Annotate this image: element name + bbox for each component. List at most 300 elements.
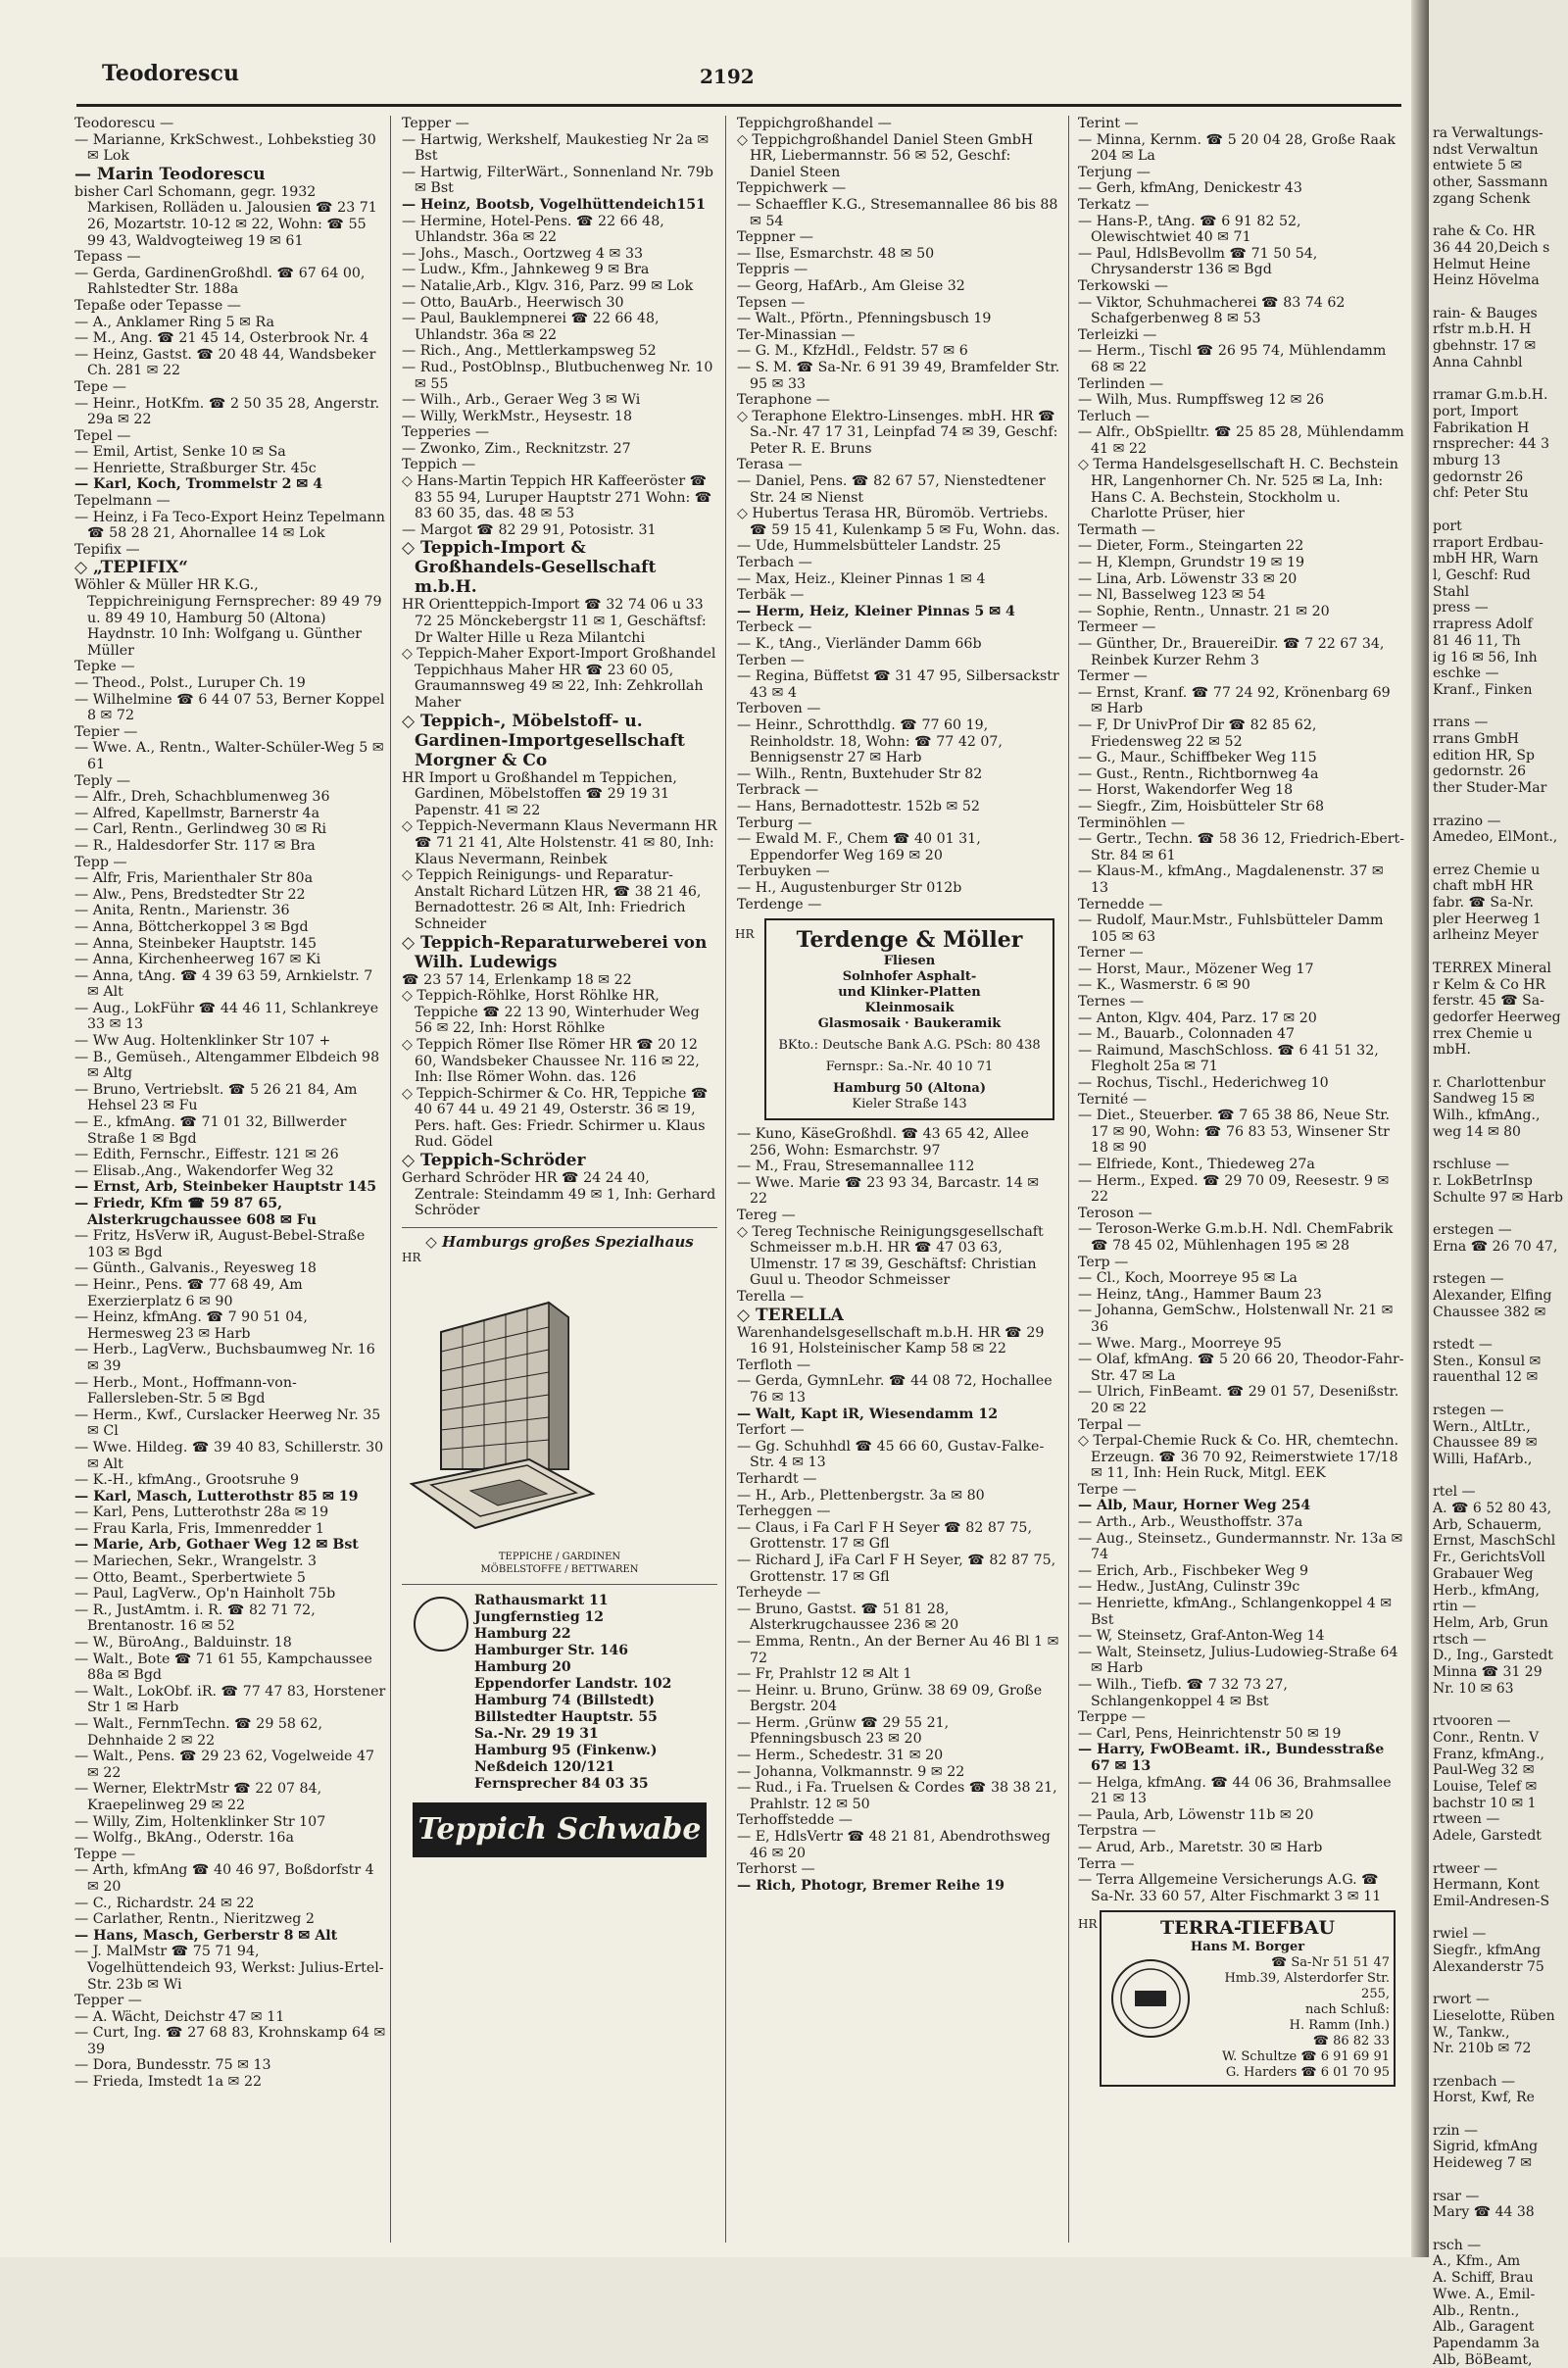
adjacent-page-line: rrapress Adolf xyxy=(1433,617,1533,633)
adjacent-page-line xyxy=(1429,2106,1568,2123)
store-address-line: Jungfernstieg 12 xyxy=(474,1608,604,1625)
directory-entry: ◇ Teppich-Import & Großhandels-Gesellschaft m.b.H. xyxy=(402,538,657,598)
directory-entry: — Henriette, kfmAng., Schlangenkoppel 4 ✉ Bst xyxy=(1078,1596,1393,1628)
column-2-entries xyxy=(402,116,717,1219)
directory-entry: — Johanna, GemSchw., Holstenwall Nr. 21 ✉ 36 xyxy=(1078,1303,1394,1335)
adjacent-page-line: Herb., kfmAng, xyxy=(1433,1582,1540,1599)
directory-entry: — Natalie,Arb., Klgv. 316, Parz. 99 ✉ Lok xyxy=(402,277,694,294)
adjacent-page-line: r. LokBetrInsp xyxy=(1433,1173,1533,1189)
adjacent-page-line: Siegfr., kfmAng xyxy=(1433,1943,1542,1959)
directory-entry: — Viktor, Schuhmacherei ☎ 83 74 62 Schafgerbenweg 8 ✉ 53 xyxy=(1078,294,1346,327)
directory-entry: — Hans, Bernadottestr. 152b ✉ 52 xyxy=(737,798,980,814)
directory-entry: — Regina, Büffetst ☎ 31 47 95, Silbersackstr 43 ✉ 4 xyxy=(737,668,1059,701)
adjacent-page-line: entwiete 5 ✉ xyxy=(1433,158,1523,174)
directory-entry: — Ewald M. F., Chem ☎ 40 01 31, Eppendorfer Weg 169 ✉ 20 xyxy=(737,831,981,863)
directory-entry: Teppichwerk — xyxy=(737,180,847,197)
column-divider xyxy=(725,116,726,2243)
directory-entry: — Ww Aug. Holtenklinker Str 107 + xyxy=(74,1033,331,1050)
directory-entry: — Georg, HafArb., Am Gleise 32 xyxy=(737,277,965,294)
adjacent-page-line xyxy=(1429,2057,1568,2074)
directory-entry: — Klaus-M., kfmAng., Magdalenenstr. 37 ✉ 13 xyxy=(1078,863,1384,896)
directory-entry: — Anton, Klgv. 404, Parz. 17 ✉ 20 xyxy=(1078,1010,1317,1026)
directory-entry: Terpstra — xyxy=(1078,1823,1156,1840)
directory-entry: — Carl, Pens, Heinrichtenstr 50 ✉ 19 xyxy=(1078,1725,1342,1742)
directory-entry: — Heinz, Gastst. ☎ 20 48 44, Wandsbeker Ch. 281 ✉ 22 xyxy=(74,346,376,379)
directory-entry: — R., Haldesdorfer Str. 117 ✉ Bra xyxy=(74,837,316,854)
adjacent-page-line: Alb., Garagent xyxy=(1433,2319,1535,2336)
directory-entry: — Edith, Fernschr., Eiffestr. 121 ✉ 26 xyxy=(74,1147,339,1163)
directory-entry: — Hedw., JustAng, Culinstr 39c xyxy=(1078,1579,1300,1596)
adjacent-page-line: Heinz Hövelma xyxy=(1433,272,1540,289)
directory-entry: Terdenge — xyxy=(737,896,822,913)
book-gutter xyxy=(1411,0,1429,2257)
directory-entry: Warenhandelsgesellschaft m.b.H. HR ☎ 29 16 91, Holsteinischer Kamp 58 ✉ 22 xyxy=(737,1324,1045,1357)
directory-entry: Terella — xyxy=(737,1289,805,1306)
ad-bank: BKto.: Deutsche Bank A.G. PSch: 80 438 xyxy=(778,1038,1041,1054)
directory-entry: ◇ Teppich-Reparaturweberei von Wilh. Ludewigs xyxy=(402,932,708,972)
directory-entry: ◇ Teppich-Maher Export-Import Großhandel Teppichhaus Maher HR ☎ 23 60 05, Graumannsweg 49 ✉ 22, Inh: Zehkrollah Maher xyxy=(402,646,716,711)
directory-entry: Terpal — xyxy=(1078,1416,1142,1433)
column-divider xyxy=(1068,116,1069,2243)
directory-entry: ◇ Teppichgroßhandel Daniel Steen GmbH HR, Liebermannstr. 56 ✉ 52, Geschf: Daniel Steen xyxy=(737,131,1034,180)
directory-entry: — R., JustAmtm. i. R. ☎ 82 71 72, Brentanostr. 16 ✉ 52 xyxy=(74,1602,316,1635)
directory-entry: — Dieter, Form., Steingarten 22 xyxy=(1078,538,1304,555)
directory-entry: — Paul, HdlsBevollm ☎ 71 50 54, Chrysanderstr 136 ✉ Bgd xyxy=(1078,245,1318,278)
adjacent-page-line: other, Sassmann xyxy=(1433,174,1548,191)
adjacent-page-line: edition HR, Sp xyxy=(1433,747,1535,764)
directory-entry: — Wwe. Marg., Moorreye 95 xyxy=(1078,1335,1282,1352)
directory-entry: Terboven — xyxy=(737,701,821,717)
directory-entry: — Anita, Rentn., Marienstr. 36 xyxy=(74,903,290,919)
adjacent-page-line: ra Verwaltungs- xyxy=(1433,125,1544,141)
directory-entry: — Herm, Heiz, Kleiner Pinnas 5 ✉ 4 xyxy=(737,603,1015,619)
directory-entry: — Ude, Hummelsbütteler Landstr. 25 xyxy=(737,538,1002,555)
directory-entry: — Fr, Prahlstr 12 ✉ Alt 1 xyxy=(737,1666,912,1683)
directory-entry: ◇ Terma Handelsgesellschaft H. C. Bechstein HR, Langenhorner Ch. Nr. 525 ✉ La, Inh: Hans C. A. Bechstein, Stockholm u. Charlotte Prüser, hier xyxy=(1078,457,1398,522)
adjacent-page-edge xyxy=(1429,0,1568,2368)
page-number: 2192 xyxy=(700,65,755,88)
directory-entry: — Horst, Wakendorfer Weg 18 xyxy=(1078,782,1294,799)
directory-entry: — Günther, Dr., BrauereiDir. ☎ 7 22 67 34, Reinbek Kurzer Rehm 3 xyxy=(1078,636,1385,668)
directory-entry: Terint — xyxy=(1078,116,1139,131)
directory-entry: — Ludw., Kfm., Jahnkeweg 9 ✉ Bra xyxy=(402,262,650,278)
directory-entry: — Elfriede, Kont., Thiedeweg 27a xyxy=(1078,1157,1315,1172)
directory-entry: — Gerda, GardinenGroßhdl. ☎ 67 64 00, Rahlstedter Str. 188a xyxy=(74,265,366,298)
adjacent-page-line: Heideweg 7 ✉ xyxy=(1433,2155,1532,2172)
ad-contact-line: ☎ Sa-Nr 51 51 47 xyxy=(1271,1955,1390,1971)
directory-entry: — Karl, Masch, Lutterothstr 85 ✉ 19 xyxy=(74,1488,359,1505)
terra-tiefbau-seal xyxy=(1111,1959,1190,2038)
directory-entry: bisher Carl Schomann, gegr. 1932 Markisen, Rolläden u. Jalousien ☎ 23 71 26, Mozartstr. 10-12 ✉ 22, Wohn: ☎ 55 99 43, Waldvogteiweg 19 ✉ 61 xyxy=(74,183,377,249)
directory-entry: — Günth., Galvanis., Reyesweg 18 xyxy=(74,1260,317,1277)
directory-entry: Teroson — xyxy=(1078,1205,1152,1221)
directory-entry: — Daniel, Pens. ☎ 82 67 57, Nienstedtener Str. 24 ✉ Nienst xyxy=(737,473,1046,506)
adjacent-page-line xyxy=(1429,1975,1568,1992)
directory-entry: Tepelmann — xyxy=(74,493,171,510)
directory-entry: — Sophie, Rentn., Unnastr. 21 ✉ 20 xyxy=(1078,603,1330,619)
adjacent-page-line: Alexander, Elfing xyxy=(1433,1287,1552,1304)
directory-entry: — Paul, Bauklempnerei ☎ 22 66 48, Uhlandstr. 36a ✉ 22 xyxy=(402,311,660,343)
directory-entry: — Anna, Steinbeker Hauptstr. 145 xyxy=(74,935,318,952)
directory-entry: — Aug., LokFühr ☎ 44 46 11, Schlankreye 33 ✉ 13 xyxy=(74,1000,379,1033)
adjacent-page-line: 81 46 11, Th xyxy=(1433,632,1521,649)
directory-entry: Terkatz — xyxy=(1078,196,1150,213)
adjacent-page-line: Nr. 210b ✉ 72 xyxy=(1433,2041,1532,2057)
directory-entry: — K.-H., kfmAng., Grootsruhe 9 xyxy=(74,1472,299,1489)
ad-hr-mark: HR xyxy=(1078,1917,1098,1932)
directory-entry: Termeer — xyxy=(1078,619,1156,636)
directory-entry: Terner — xyxy=(1078,945,1144,962)
directory-entry: ◇ Teraphone Elektro-Linsenges. mbH. HR ☎ Sa.-Nr. 47 17 31, Leinpfad 74 ✉ 39, Geschf: Peter R. E. Bruns xyxy=(737,408,1058,457)
store-address-line: Sa.-Nr. 29 19 31 xyxy=(474,1725,599,1742)
directory-entry: — Olaf, kfmAng. ☎ 5 20 66 20, Theodor-Fahr-Str. 47 ✉ La xyxy=(1078,1352,1404,1384)
column-1 xyxy=(74,116,386,2233)
directory-entry: — Heinr., Schrotthdlg. ☎ 77 60 19, Reinholdstr. 18, Wohn: ☎ 77 42 07, Bennigsenstr 27 ✉ Harb xyxy=(737,716,1003,766)
adjacent-page-line xyxy=(1429,1256,1568,1272)
column-3-entries-continued xyxy=(737,1126,1060,1894)
adjacent-page-line: rtween — xyxy=(1433,1811,1500,1828)
directory-entry: Teraphone — xyxy=(737,392,830,409)
directory-entry: Terhardt — xyxy=(737,1470,817,1487)
directory-entry: — H., Augustenburger Str 012b xyxy=(737,879,962,896)
adjacent-page-line: Hermann, Kont xyxy=(1433,1877,1540,1894)
ad-product-lines xyxy=(770,954,1049,1032)
directory-entry: — Carlather, Rentn., Nieritzweg 2 xyxy=(74,1911,315,1928)
directory-entry: — Fritz, HsVerw iR, August-Bebel-Straße 103 ✉ Bgd xyxy=(74,1228,366,1260)
adjacent-page-line xyxy=(1429,1059,1568,1075)
column-2 xyxy=(402,116,717,2233)
ad-contact-line: nach Schluß: xyxy=(1304,2002,1390,2018)
ad-city: Hamburg 50 (Altona) xyxy=(833,1081,986,1097)
adjacent-page-line: rahe & Co. HR xyxy=(1433,223,1536,240)
teppich-schwabe-logo: Teppich Schwabe xyxy=(413,1802,707,1857)
adjacent-page-line: A. Schiff, Brau xyxy=(1433,2270,1534,2287)
directory-entry: Terhoffstedde — xyxy=(737,1812,853,1829)
adjacent-page-line xyxy=(1429,502,1568,518)
directory-entry: — Gertr., Techn. ☎ 58 36 12, Friedrich-Ebert-Str. 84 ✉ 61 xyxy=(1078,831,1404,863)
directory-entry: ◇ Hubertus Terasa HR, Büromöb. Vertriebs. ☎ 59 15 41, Kulenkamp 5 ✉ Fu, Wohn. das. xyxy=(737,506,1060,538)
adjacent-page-line: port xyxy=(1433,518,1462,534)
column-4-entries xyxy=(1078,116,1405,1904)
directory-entry: — W, Steinsetz, Graf-Anton-Weg 14 xyxy=(1078,1628,1325,1645)
adjacent-page-line: rzenbach — xyxy=(1433,2073,1515,2090)
directory-entry: — Wwe. Hildeg. ☎ 39 40 83, Schillerstr. 30 ✉ Alt xyxy=(74,1439,384,1472)
adjacent-page-line: rauenthal 12 ✉ xyxy=(1433,1369,1539,1386)
directory-entry: — Hermine, Hotel-Pens. ☎ 22 66 48, Uhlandstr. 36a ✉ 22 xyxy=(402,213,664,246)
adjacent-page-line: errez Chemie u xyxy=(1433,862,1541,878)
directory-entry: ◇ Tereg Technische Reinigungsgesellschaft Schmeisser m.b.H. HR ☎ 47 03 63, Ulmenstr. 17 ✉ 39, Geschäftsf: Christian Guul u. Theodor Schmeisser xyxy=(737,1223,1044,1289)
adjacent-page-line: Sigrid, kfmAng xyxy=(1433,2139,1539,2155)
directory-entry: — Walt., Bote ☎ 71 61 55, Kampchaussee 88a ✉ Bgd xyxy=(74,1651,372,1684)
directory-entry: — Heinr., Pens. ☎ 77 68 49, Am Exerzierplatz 6 ✉ 90 xyxy=(74,1276,303,1309)
directory-entry: Tepe — xyxy=(74,378,126,395)
directory-entry: Ternité — xyxy=(1078,1091,1148,1108)
adjacent-page-line: Mary ☎ 44 38 xyxy=(1433,2204,1535,2221)
directory-entry: — Wilh., Arb., Geraer Weg 3 ✉ Wi xyxy=(402,392,641,409)
directory-entry: ◇ Teppich-Schirmer & Co. HR, Teppiche ☎ 40 67 44 u. 49 21 49, Osterstr. 36 ✉ 19, Pers. haft. Ges: Friedr. Schirmer u. Klaus Rud. Gödel xyxy=(402,1085,709,1151)
adjacent-page-line: Kranf., Finken xyxy=(1433,681,1533,698)
store-address-line: Neßdeich 120/121 xyxy=(474,1758,615,1775)
directory-entry: — Otto, Beamt., Sperbertwiete 5 xyxy=(74,1569,306,1586)
adjacent-page-line: Sten., Konsul ✉ xyxy=(1433,1353,1542,1369)
store-address-line: Eppendorfer Landstr. 102 xyxy=(474,1675,672,1692)
directory-entry: ◇ TERELLA xyxy=(737,1305,844,1325)
ad-hr-mark: HR xyxy=(735,927,755,942)
directory-entry: Tepp — xyxy=(74,854,127,870)
directory-entry: — W., BüroAng., Balduinstr. 18 xyxy=(74,1635,292,1652)
directory-entry: — K., tAng., Vierländer Damm 66b xyxy=(737,636,982,652)
directory-entry: — Wilh, Mus. Rumpffsweg 12 ✉ 26 xyxy=(1078,392,1325,409)
adjacent-page-line: TERREX Mineral xyxy=(1433,960,1551,976)
directory-entry: HR Import u Großhandel m Teppichen, Gardinen, Möbelstoffen ☎ 29 19 31 Papenstr. 41 ✉ 22 xyxy=(402,769,677,818)
adjacent-page-line: Arb, Schauerm, xyxy=(1433,1516,1543,1533)
adjacent-page-line: gedornstr. 26 xyxy=(1433,764,1527,780)
column-4 xyxy=(1078,116,1405,2233)
page-header xyxy=(102,61,1405,94)
directory-entry: — Ulrich, FinBeamt. ☎ 29 01 57, Desenißstr. 20 ✉ 22 xyxy=(1078,1384,1399,1416)
directory-entry: — Herm., Exped. ☎ 29 70 09, Reesestr. 9 ✉ 22 xyxy=(1078,1172,1390,1206)
directory-entry: — Walt., LokObf. iR. ☎ 77 47 83, Horstener Str 1 ✉ Harb xyxy=(74,1683,386,1716)
directory-entry: Tepperies — xyxy=(402,424,490,441)
adjacent-page-line: Paul-Weg 32 ✉ xyxy=(1433,1762,1535,1779)
adjacent-page-line: Wern., AltLtr., xyxy=(1433,1418,1531,1435)
store-address-line: Hamburg 95 (Finkenw.) xyxy=(474,1742,658,1758)
directory-entry: Tereg — xyxy=(737,1208,796,1224)
adjacent-page-line xyxy=(1429,2172,1568,2189)
adjacent-page-line: rrans GmbH xyxy=(1433,731,1520,748)
directory-entry: — Hans, Masch, Gerberstr 8 ✉ Alt xyxy=(74,1927,338,1944)
directory-entry: — Otto, BauArb., Heerwisch 30 xyxy=(402,294,624,311)
directory-entry: — Ilse, Esmarchstr. 48 ✉ 50 xyxy=(737,245,935,262)
ad-title: TERRA-TIEFBAU xyxy=(1159,1917,1336,1940)
directory-entry: — B., Gemüseh., Altengammer Elbdeich 98 ✉ Altg xyxy=(74,1049,380,1082)
directory-entry: Terra — xyxy=(1078,1855,1135,1872)
store-building-illustration xyxy=(402,1273,598,1538)
directory-entry: Terleizki — xyxy=(1078,326,1157,343)
directory-entry: — Marie, Arb, Gothaer Weg 12 ✉ Bst xyxy=(74,1537,359,1554)
adjacent-page-line: Wwe. A., Emil- xyxy=(1433,2286,1536,2302)
adjacent-page-line xyxy=(1429,2221,1568,2238)
directory-entry: — Heinz, i Fa Teco-Export Heinz Tepelmann ☎ 58 28 21, Ahornallee 14 ✉ Lok xyxy=(74,509,385,542)
store-address-line: Hamburg 74 (Billstedt) xyxy=(474,1692,656,1708)
directory-entry: Terburg — xyxy=(737,814,812,831)
directory-entry: — Diet., Steuerber. ☎ 7 65 38 86, Neue Str. 17 ✉ 90, Wohn: ☎ 76 83 53, Winsener Str 18 ✉ 90 xyxy=(1078,1108,1391,1157)
directory-entry: — A., Anklamer Ring 5 ✉ Ra xyxy=(74,314,274,330)
adjacent-page-line: zgang Schenk xyxy=(1433,190,1531,207)
adjacent-page-line: rwiel — xyxy=(1433,1926,1487,1943)
directory-entry: — Karl, Koch, Trommelstr 2 ✉ 4 xyxy=(74,476,323,493)
directory-entry: — A. Wächt, Deichstr 47 ✉ 11 xyxy=(74,2008,285,2025)
adjacent-page-line: W., Tankw., xyxy=(1433,2024,1510,2041)
directory-entry: — Kuno, KäseGroßhdl. ☎ 43 65 42, Allee 256, Wohn: Esmarchstr. 97 xyxy=(737,1126,1029,1159)
directory-entry: — Ernst, Arb, Steinbeker Hauptstr 145 xyxy=(74,1179,377,1196)
directory-entry: Terminöhlen — xyxy=(1078,814,1186,831)
directory-entry: — Gust., Rentn., Richtbornweg 4a xyxy=(1078,765,1319,782)
adjacent-page-line xyxy=(1429,1141,1568,1158)
store-address-line: Hamburg 20 xyxy=(474,1658,571,1675)
directory-entry: — Elisab.,Ang., Wakendorfer Weg 32 xyxy=(74,1162,334,1179)
directory-entry: — Nl, Basselweg 123 ✉ 54 xyxy=(1078,587,1266,604)
directory-entry: — Frieda, Imstedt 1a ✉ 22 xyxy=(74,2074,262,2091)
adjacent-page-line: ig 16 ✉ 56, Inh xyxy=(1433,649,1538,666)
directory-entry: Terbäk — xyxy=(737,587,805,604)
directory-entry: Termath — xyxy=(1078,521,1155,538)
adjacent-page-line: rain- & Bauges xyxy=(1433,305,1538,321)
directory-entry: ◇ „TEPIFIX“ xyxy=(74,558,188,578)
directory-entry: — Schaeffler K.G., Stresemannallee 86 bis 88 ✉ 54 xyxy=(737,196,1058,229)
adjacent-page-line: Franz, kfmAng., xyxy=(1433,1746,1544,1762)
directory-entry: — Heinz, kfmAng. ☎ 7 90 51 04, Hermesweg 23 ✉ Harb xyxy=(74,1309,308,1342)
adjacent-page-line: press — xyxy=(1433,600,1489,617)
adjacent-page-line: eschke — xyxy=(1433,666,1499,682)
adjacent-page-line: rrazino — xyxy=(1433,813,1501,829)
adjacent-page-line: rtel — xyxy=(1433,1484,1476,1501)
directory-entry: — Herm., Schedestr. 31 ✉ 20 xyxy=(737,1748,944,1764)
ad-caption-2: MÖBELSTOFFE / BETTWAREN xyxy=(480,1563,639,1575)
adjacent-page-line: chaft mbH HR xyxy=(1433,878,1534,895)
directory-entry: Terasa — xyxy=(737,457,803,473)
directory-entry: — Wilh., Tiefb. ☎ 7 32 73 27, Schlangenkoppel 4 ✉ Bst xyxy=(1078,1677,1288,1709)
adjacent-page-line: Helm, Arb, Grun xyxy=(1433,1614,1548,1631)
directory-entry: Teppichgroßhandel — xyxy=(737,116,892,131)
directory-entry: — Heinz, tAng., Hammer Baum 23 xyxy=(1078,1286,1322,1303)
adjacent-page-line: Alb., Rentn., xyxy=(1433,2302,1520,2319)
adjacent-page-line: bachstr 10 ✉ 1 xyxy=(1433,1795,1537,1811)
adjacent-page-line: Grabauer Weg xyxy=(1433,1565,1534,1582)
directory-entry: — Cl., Koch, Moorreye 95 ✉ La xyxy=(1078,1270,1298,1287)
directory-entry: — Johanna, Volkmannstr. 9 ✉ 22 xyxy=(737,1763,965,1780)
directory-entry: — Marin Teodorescu xyxy=(74,164,266,184)
adjacent-page-line: mburg 13 xyxy=(1433,453,1501,469)
directory-entry: Tepsen — xyxy=(737,294,806,311)
adjacent-page-line: D., Ing., Garstedt xyxy=(1433,1648,1553,1664)
adjacent-page-line: gedorfer Heerweg xyxy=(1433,1009,1561,1025)
directory-entry: — Erich, Arb., Fischbeker Weg 9 xyxy=(1078,1562,1309,1579)
directory-entry: — Willy, Zim, Holtenklinker Str 107 xyxy=(74,1813,326,1830)
directory-entry: — M., Bauarb., Colonnaden 47 xyxy=(1078,1026,1296,1043)
directory-entry: Wöhler & Müller HR K.G., Teppichreinigung Fernsprecher: 89 49 79 u. 89 49 10, Hamburg 50 (Altona) Haydnstr. 10 Inh: Wolfgang u. Günther Müller xyxy=(74,577,382,659)
adjacent-page-line: pler Heerweg 1 xyxy=(1433,911,1542,927)
adjacent-page-line xyxy=(1429,699,1568,715)
directory-entry: Terppe — xyxy=(1078,1709,1146,1726)
store-address-line: Fernsprecher 84 03 35 xyxy=(474,1775,649,1792)
directory-entry: — Teroson-Werke G.m.b.H. Ndl. ChemFabrik ☎ 78 45 02, Mühlenhagen 195 ✉ 28 xyxy=(1078,1221,1394,1254)
directory-entry: — Heinr., HotKfm. ☎ 2 50 35 28, Angerstr. 29a ✉ 22 xyxy=(74,395,380,428)
directory-entry: — Herm. ‚Grünw ☎ 29 55 21, Pfenningsbusch 23 ✉ 20 xyxy=(737,1714,950,1748)
directory-entry: Terlinden — xyxy=(1078,375,1164,392)
directory-entry: Terjung — xyxy=(1078,164,1151,180)
directory-entry: — Walt, Kapt iR, Wiesendamm 12 xyxy=(737,1406,999,1422)
directory-entry: — Alfr., ObSpielltr. ☎ 25 85 28, Mühlendamm 41 ✉ 22 xyxy=(1078,424,1404,457)
directory-entry: ◇ Teppich-Röhlke, Horst Röhlke HR, Teppiche ☎ 22 13 90, Winterhuder Weg 56 ✉ 22, Inh: Horst Röhlke xyxy=(402,988,700,1037)
ad-line: Glasmosaik · Baukeramik xyxy=(817,1016,1002,1032)
directory-entry: Ter-Minassian — xyxy=(737,326,856,343)
adjacent-page-line: Schulte 97 ✉ Harb xyxy=(1433,1189,1563,1206)
directory-entry: — Rich, Photogr, Bremer Reihe 19 xyxy=(737,1877,1005,1894)
directory-entry: — Herm., Tischl ☎ 26 95 74, Mühlendamm 68 ✉ 22 xyxy=(1078,343,1387,375)
directory-entry: — Richard J, iFa Carl F H Seyer, ☎ 82 87 75, Grottenstr. 17 ✉ Gfl xyxy=(737,1552,1056,1585)
directory-entry: Terbach — xyxy=(737,555,812,571)
directory-entry: ◇ Teppich Reinigungs- und Reparatur-Anstalt Richard Lützen HR, ☎ 38 21 46, Bernadottestr. 26 ✉ Alt, Inh: Friedrich Schneider xyxy=(402,867,702,932)
directory-entry: Teppe — xyxy=(74,1846,136,1862)
directory-entry: — Herb., LagVerw., Buchsbaumweg Nr. 16 ✉ 39 xyxy=(74,1342,375,1374)
directory-entry: — Claus, i Fa Carl F H Seyer ☎ 82 87 75, Grottenstr. 17 ✉ Gfl xyxy=(737,1519,1032,1553)
adjacent-page-line: rzin — xyxy=(1433,2122,1479,2139)
directory-entry: Tepel — xyxy=(74,427,131,444)
directory-entry: — Wolfg., BkAng., Oderstr. 16a xyxy=(74,1830,294,1847)
directory-entry: — Alfred, Kapellmstr, Barnerstr 4a xyxy=(74,805,320,821)
adjacent-page-line: ther Studer-Mar xyxy=(1433,780,1547,797)
directory-entry: Termer — xyxy=(1078,668,1148,685)
adjacent-page-line xyxy=(1429,846,1568,863)
adjacent-page-line: gedornstr 26 xyxy=(1433,469,1524,485)
adjacent-page-line: Emil-Andresen-S xyxy=(1433,1893,1550,1909)
adjacent-page-line: Minna ☎ 31 29 xyxy=(1433,1664,1543,1681)
directory-entry: Terheyde — xyxy=(737,1585,821,1602)
directory-entry: — Helga, kfmAng. ☎ 44 06 36, Brahmsallee 21 ✉ 13 xyxy=(1078,1774,1392,1807)
adjacent-page-line: chf: Peter Stu xyxy=(1433,485,1529,502)
directory-entry: — Rich., Ang., Mettlerkampsweg 52 xyxy=(402,343,657,360)
directory-entry: — Hans-P., tAng. ☎ 6 91 82 52, Olewischtwiet 40 ✉ 71 xyxy=(1078,213,1301,246)
directory-entry: ◇ Terpal-Chemie Ruck & Co. HR, chemtechn. Erzeugn. ☎ 36 70 92, Reimerstwiete 17/18 ✉ 11, Inh: Hein Ruck, Mitgl. EEK xyxy=(1078,1433,1399,1482)
directory-entry: — Rud., PostOblnsp., Blutbuchenweg Nr. 10 ✉ 55 xyxy=(402,359,713,392)
directory-entry: ◇ Teppich Römer Ilse Römer HR ☎ 20 12 60, Wandsbeker Chaussee Nr. 116 ✉ 22, Inh: Ilse Römer Wohn. das. 126 xyxy=(402,1036,700,1086)
adjacent-page-line: rsch — xyxy=(1433,2237,1482,2253)
directory-entry: — Horst, Maur., Mözener Weg 17 xyxy=(1078,961,1314,977)
directory-entry: — H, Klempn, Grundstr 19 ✉ 19 xyxy=(1078,555,1305,571)
ad-line: Kleinmosaik xyxy=(864,1001,955,1016)
directory-entry: Terpe — xyxy=(1078,1481,1137,1498)
directory-entry: ◇ Teppich-Nevermann Klaus Nevermann HR ☎ 71 21 41, Alte Holstenstr. 41 ✉ 80, Inh: Klaus Nevermann, Reinbek xyxy=(402,818,717,867)
directory-entry: Ternedde — xyxy=(1078,896,1163,913)
adjacent-page-line: Ernst, MaschSchl xyxy=(1433,1533,1556,1550)
directory-entry: — S. M. ☎ Sa-Nr. 6 91 39 49, Bramfelder Str. 95 ✉ 33 xyxy=(737,359,1060,392)
directory-entry: — Aug., Steinsetz., Gundermannstr. Nr. 13a ✉ 74 xyxy=(1078,1530,1403,1563)
directory-entry: Teppner — xyxy=(737,229,813,246)
adjacent-page-line: rrex Chemie u xyxy=(1433,1025,1533,1042)
ad-title: Terdenge & Möller xyxy=(796,927,1023,954)
store-address-line: Rathausmarkt 11 xyxy=(474,1592,609,1608)
ad-line: Solnhofer Asphalt- xyxy=(842,969,977,985)
directory-entry: — Herb., Mont., Hoffmann-von-Fallersleben-Str. 5 ✉ Bgd xyxy=(74,1374,297,1407)
directory-entry: Teppris — xyxy=(737,262,808,278)
adjacent-page-line xyxy=(1429,289,1568,306)
adjacent-page-line: fabr. ☎ Sa-Nr. xyxy=(1433,895,1534,912)
adjacent-page-line: r Kelm & Co HR xyxy=(1433,976,1545,993)
directory-entry: Tepper — xyxy=(402,116,469,131)
directory-entry: — H., Arb., Plettenbergstr. 3a ✉ 80 xyxy=(737,1487,985,1504)
directory-entry: — Henriette, Straßburger Str. 45c xyxy=(74,460,317,476)
adjacent-page-line xyxy=(1429,371,1568,388)
directory-entry: — Wwe. Marie ☎ 23 93 34, Barcastr. 14 ✉ 22 xyxy=(737,1174,1040,1208)
adjacent-page-line: erstegen — xyxy=(1433,1222,1512,1239)
adjacent-page-line: port, Import xyxy=(1433,403,1519,419)
column-3-entries xyxy=(737,116,1060,913)
directory-entry: — F, Dr UnivProf Dir ☎ 82 85 62, Friedensweg 22 ✉ 52 xyxy=(1078,716,1317,750)
ad-hr-mark: HR xyxy=(402,1250,421,1264)
adjacent-page-line: Willi, HafArb., xyxy=(1433,1451,1533,1467)
directory-entry: — Max, Heiz., Kleiner Pinnas 1 ✉ 4 xyxy=(737,570,986,587)
adjacent-page-line: rstegen — xyxy=(1433,1402,1504,1418)
adjacent-page-line xyxy=(1429,1320,1568,1337)
directory-entry: — K., Wasmerstr. 6 ✉ 90 xyxy=(1078,977,1250,994)
adjacent-page-line: Conr., Rentn. V xyxy=(1433,1729,1540,1746)
directory-entry: — Anna, tAng. ☎ 4 39 63 59, Arnkielstr. 7 ✉ Alt xyxy=(74,967,373,1001)
ad-contact-line: H. Ramm (Inh.) xyxy=(1289,2018,1390,2034)
directory-entry: — Frau Karla, Fris, Immenredder 1 xyxy=(74,1520,324,1537)
adjacent-page-line xyxy=(1429,1206,1568,1222)
directory-entry: — Gg. Schuhhdl ☎ 45 66 60, Gustav-Falke-Str. 4 ✉ 13 xyxy=(737,1438,1045,1471)
